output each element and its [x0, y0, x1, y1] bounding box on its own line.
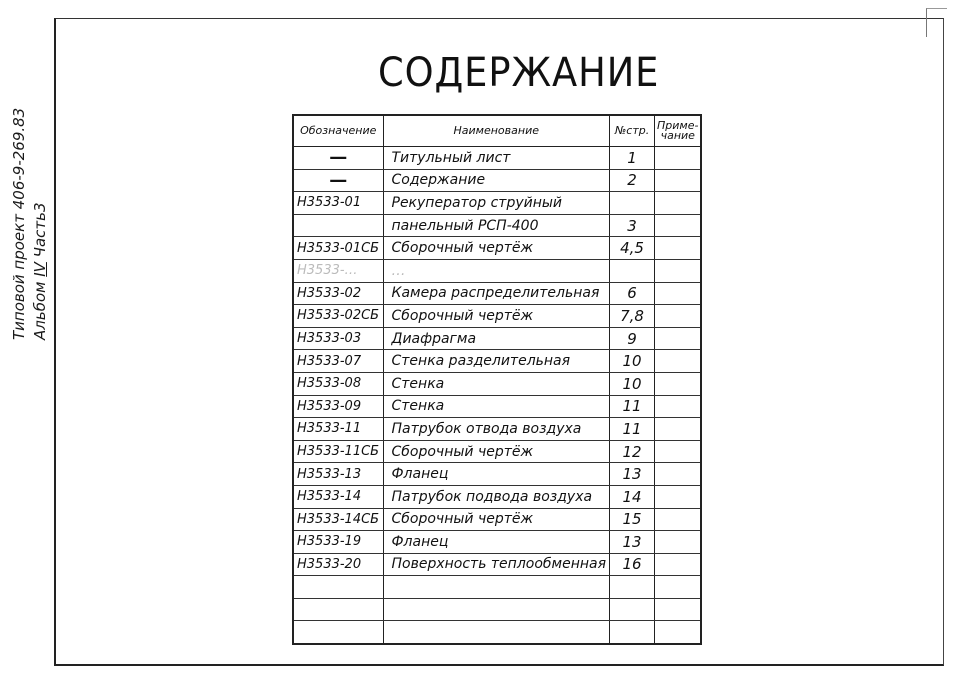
- row-page: [610, 576, 655, 599]
- table-row: [293, 305, 701, 328]
- row-designation: Н3533-03: [293, 327, 383, 350]
- row-page: 11: [610, 418, 655, 441]
- row-note: [655, 598, 702, 621]
- row-designation: Н3533-14СБ: [293, 508, 383, 531]
- row-designation: Н3533-13: [293, 463, 383, 486]
- row-note: [655, 305, 702, 328]
- album-caption: [31, 202, 49, 340]
- row-page: 13: [610, 531, 655, 554]
- header-note: Приме-чание: [655, 115, 702, 147]
- row-name: Диафрагма: [383, 327, 610, 350]
- document-title: СОДЕРЖАНИЕ: [378, 50, 660, 96]
- row-designation: Н3533-07: [293, 350, 383, 373]
- row-designation: Н3533-08: [293, 372, 383, 395]
- row-designation: Н3533-01: [293, 192, 383, 215]
- row-page: 14: [610, 485, 655, 508]
- table-row: [293, 576, 701, 599]
- row-designation: Н3533-…: [293, 259, 383, 282]
- row-note: [655, 282, 702, 305]
- table-row: [293, 282, 701, 305]
- row-page: 1: [610, 147, 655, 170]
- row-name: Сборочный чертёж: [383, 305, 610, 328]
- row-name: Рекуператор струйный: [383, 192, 610, 215]
- row-note: [655, 372, 702, 395]
- row-name: Сборочный чертёж: [383, 440, 610, 463]
- row-designation: Н3533-11: [293, 418, 383, 441]
- album-part: Часть3: [31, 202, 49, 263]
- row-designation: Н3533-20: [293, 553, 383, 576]
- table-row: [293, 598, 701, 621]
- row-designation: Н3533-02СБ: [293, 305, 383, 328]
- project-caption-text: Типовой проект 406-9-269.83: [10, 107, 28, 340]
- row-note: [655, 169, 702, 192]
- row-note: [655, 531, 702, 554]
- album-number: IV: [31, 262, 49, 277]
- row-name: Содержание: [383, 169, 610, 192]
- row-page: [610, 598, 655, 621]
- table-row: [293, 237, 701, 260]
- table-row: [293, 531, 701, 554]
- header-page: №стр.: [610, 115, 655, 147]
- row-page: [610, 192, 655, 215]
- row-page: 3: [610, 214, 655, 237]
- row-designation: Н3533-01СБ: [293, 237, 383, 260]
- table-row: [293, 147, 701, 170]
- row-name: Фланец: [383, 463, 610, 486]
- corner-mark: [926, 8, 947, 37]
- row-name: [383, 621, 610, 644]
- table-row: [293, 192, 701, 215]
- contents-header-row: [293, 115, 701, 147]
- table-row: [293, 508, 701, 531]
- row-note: [655, 576, 702, 599]
- row-name: панельный РСП-400: [383, 214, 610, 237]
- row-name: Стенка: [383, 395, 610, 418]
- row-designation: Н3533-11СБ: [293, 440, 383, 463]
- table-row: [293, 350, 701, 373]
- table-row: [293, 372, 701, 395]
- row-page: 13: [610, 463, 655, 486]
- contents-table: [292, 114, 702, 645]
- row-note: [655, 463, 702, 486]
- row-note: [655, 147, 702, 170]
- row-note: [655, 259, 702, 282]
- row-designation: [293, 576, 383, 599]
- row-name: Патрубок подвода воздуха: [383, 485, 610, 508]
- row-designation: —: [293, 169, 383, 192]
- row-page: 10: [610, 372, 655, 395]
- row-page: [610, 621, 655, 644]
- table-row: [293, 553, 701, 576]
- row-name: [383, 598, 610, 621]
- contents-body: [293, 147, 701, 645]
- row-note: [655, 508, 702, 531]
- table-row: [293, 214, 701, 237]
- row-designation: [293, 621, 383, 644]
- row-page: 15: [610, 508, 655, 531]
- row-designation: [293, 598, 383, 621]
- table-row: [293, 169, 701, 192]
- row-designation: —: [293, 147, 383, 170]
- row-page: 2: [610, 169, 655, 192]
- row-page: 7,8: [610, 305, 655, 328]
- table-row: [293, 485, 701, 508]
- table-row: [293, 418, 701, 441]
- row-name: Титульный лист: [383, 147, 610, 170]
- row-note: [655, 395, 702, 418]
- table-row: [293, 463, 701, 486]
- row-note: [655, 485, 702, 508]
- row-page: 10: [610, 350, 655, 373]
- row-name: …: [383, 259, 610, 282]
- album-prefix: Альбом: [31, 276, 49, 340]
- row-name: Сборочный чертёж: [383, 237, 610, 260]
- row-note: [655, 418, 702, 441]
- row-name: Камера распределительная: [383, 282, 610, 305]
- row-name: Стенка разделительная: [383, 350, 610, 373]
- row-page: 4,5: [610, 237, 655, 260]
- table-row: [293, 259, 701, 282]
- row-name: Стенка: [383, 372, 610, 395]
- row-page: 11: [610, 395, 655, 418]
- header-name: Наименование: [383, 115, 610, 147]
- row-note: [655, 327, 702, 350]
- row-note: [655, 350, 702, 373]
- table-row: [293, 395, 701, 418]
- row-note: [655, 621, 702, 644]
- row-name: [383, 576, 610, 599]
- row-designation: Н3533-02: [293, 282, 383, 305]
- header-designation: Обозначение: [293, 115, 383, 147]
- row-page: 9: [610, 327, 655, 350]
- project-caption: [10, 108, 28, 340]
- row-note: [655, 440, 702, 463]
- row-note: [655, 192, 702, 215]
- row-page: 6: [610, 282, 655, 305]
- row-designation: Н3533-14: [293, 485, 383, 508]
- row-name: Поверхность теплообменная: [383, 553, 610, 576]
- row-page: [610, 259, 655, 282]
- row-designation: [293, 214, 383, 237]
- row-note: [655, 237, 702, 260]
- table-row: [293, 327, 701, 350]
- row-designation: Н3533-09: [293, 395, 383, 418]
- table-row: [293, 621, 701, 644]
- table-row: [293, 440, 701, 463]
- row-name: Фланец: [383, 531, 610, 554]
- row-name: Патрубок отвода воздуха: [383, 418, 610, 441]
- row-designation: Н3533-19: [293, 531, 383, 554]
- row-note: [655, 214, 702, 237]
- row-page: 16: [610, 553, 655, 576]
- row-name: Сборочный чертёж: [383, 508, 610, 531]
- row-note: [655, 553, 702, 576]
- row-page: 12: [610, 440, 655, 463]
